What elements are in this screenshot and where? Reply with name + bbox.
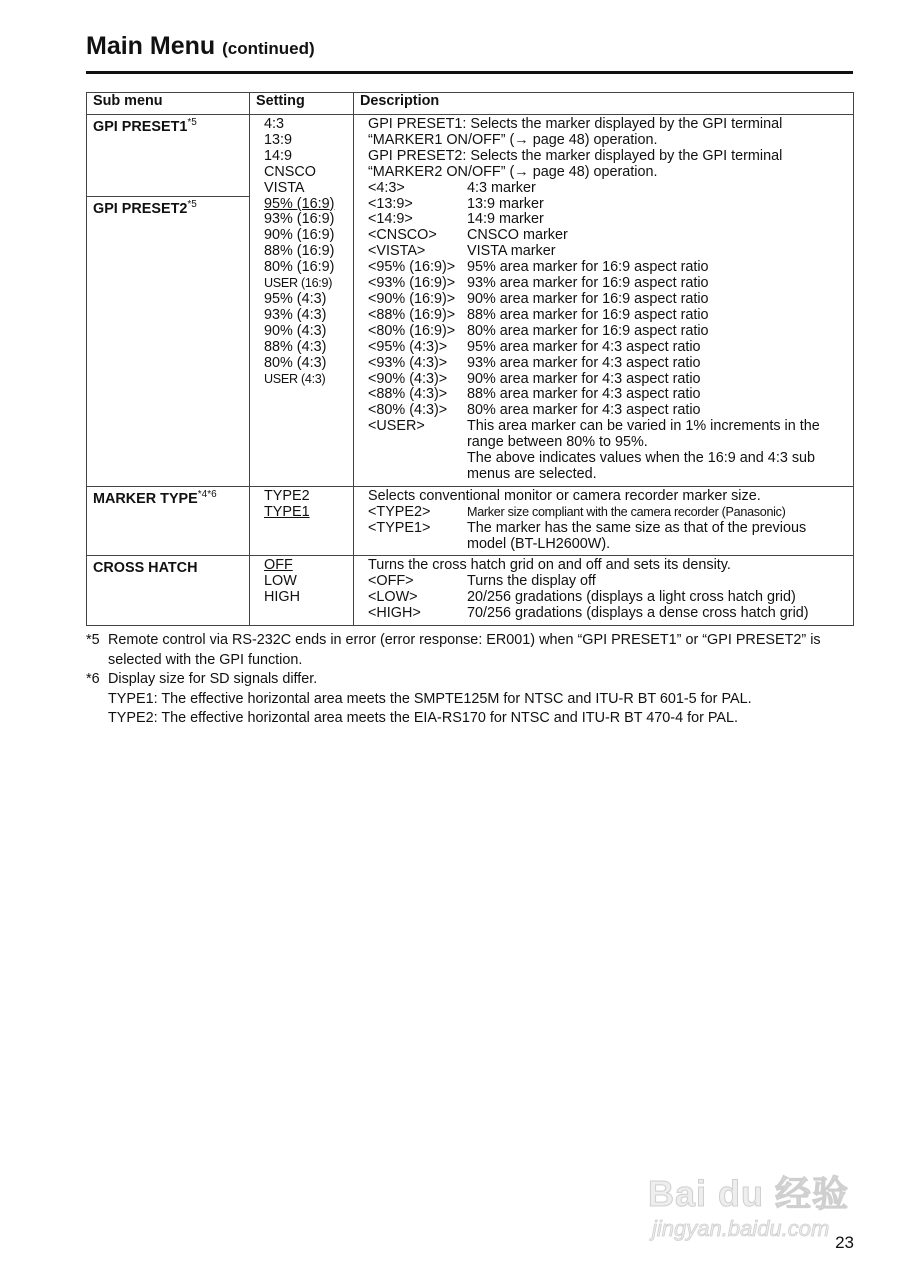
- setting-value: 90% (4:3): [264, 322, 327, 339]
- setting-value: 88% (4:3): [264, 338, 327, 355]
- setting-list-cross: [250, 556, 354, 626]
- option-item: <HIGH> 70/256 gradations (displays a dense cross hatch grid): [368, 605, 809, 622]
- setting-value-default: OFF: [264, 557, 293, 574]
- column-header-submenu: Sub menu: [87, 93, 250, 115]
- description-text: GPI PRESET1: Selects the marker displayed by the GPI terminal: [368, 116, 783, 132]
- submenu-gpi-preset2: GPI PRESET2$^{*5}$: [87, 197, 250, 487]
- description-cross: [354, 556, 854, 626]
- setting-value: VISTA: [264, 179, 305, 196]
- menu-table: [86, 92, 854, 626]
- option-item: <TYPE2> Marker size compliant with the camera recorder (Panasonic): [368, 503, 786, 520]
- setting-value: 14:9: [264, 147, 293, 164]
- submenu-gpi-preset1: GPI PRESET1$^{*5}$: [87, 115, 250, 197]
- description-marker: [354, 486, 854, 556]
- option-item: <OFF> Turns the display off: [368, 573, 596, 590]
- table-row: [87, 115, 854, 197]
- setting-value: 80% (4:3): [264, 354, 327, 371]
- title-main: Main Menu: [86, 32, 216, 60]
- option-item: <LOW> 20/256 gradations (displays a light cross hatch grid): [368, 589, 796, 606]
- footnote-ref: *4*6: [197, 488, 217, 500]
- option-item: <13:9> 13:9 marker: [368, 195, 544, 212]
- description-text: Selects conventional monitor or camera recorder marker size.: [368, 487, 761, 504]
- option-item: <88% (16:9)> 88% area marker for 16:9 aspect ratio: [368, 306, 709, 323]
- setting-value-default: 95% (16:9): [264, 195, 335, 212]
- setting-value: USER (4:3): [264, 371, 326, 386]
- column-header-setting: Setting: [250, 93, 354, 115]
- setting-value: USER (16:9): [264, 276, 333, 291]
- option-item: <4:3> 4:3 marker: [368, 179, 536, 196]
- setting-value: HIGH: [264, 589, 300, 606]
- column-header-description: Description: [354, 93, 854, 115]
- option-item: <80% (4:3)> 80% area marker for 4:3 aspect ratio: [368, 402, 701, 419]
- setting-value: 80% (16:9): [264, 259, 335, 276]
- setting-value: 95% (4:3): [264, 290, 327, 307]
- option-item: <90% (4:3)> 90% area marker for 4:3 aspect ratio: [368, 370, 701, 387]
- watermark-url: jingyan.baidu.com: [652, 1216, 830, 1241]
- footnote-type1: TYPE1: The effective horizontal area meets the SMPTE125M for NTSC and ITU-R BT 601-5 for PAL.: [108, 690, 752, 707]
- table-header-row: [87, 93, 854, 115]
- option-item-user: <USER> This area marker can be varied in 1% increments in the range between 80% to 95%. The above indicates values when the 16:9 and 4:3 sub menus are selected.: [368, 418, 820, 482]
- footnote-6: *6 Display size for SD signals differ.: [86, 671, 318, 688]
- setting-value: TYPE2: [264, 487, 310, 504]
- option-item: <80% (16:9)> 80% area marker for 16:9 aspect ratio: [368, 322, 709, 339]
- table-row: [87, 486, 854, 556]
- user-description-note: The above indicates values when the 16:9 and 4:3 sub menus are selected.: [467, 450, 816, 482]
- footnote-type2: TYPE2: The effective horizontal area meets the EIA-RS170 for NTSC and ITU-R BT 470-4 for PAL.: [108, 710, 739, 727]
- setting-value-default: TYPE1: [264, 503, 310, 520]
- footnote-ref: *5: [187, 117, 197, 128]
- setting-value: LOW: [264, 573, 297, 590]
- title-rule: [86, 71, 853, 74]
- description-text: “MARKER1 ON/OFF” (→ page 48) operation.: [368, 131, 658, 148]
- watermark-logo: Bai du 经验: [648, 1173, 850, 1214]
- table-row: [87, 556, 854, 626]
- setting-value: 90% (16:9): [264, 227, 335, 244]
- description-text: “MARKER2 ON/OFF” (→ page 48) operation.: [368, 163, 658, 180]
- description-gpi: [354, 115, 854, 487]
- option-item: <88% (4:3)> 88% area marker for 4:3 aspect ratio: [368, 386, 701, 403]
- option-item: <14:9> 14:9 marker: [368, 211, 544, 228]
- baidu-watermark: [640, 1158, 852, 1253]
- option-item: <CNSCO> CNSCO marker: [368, 227, 568, 244]
- option-item: <95% (16:9)> 95% area marker for 16:9 aspect ratio: [368, 259, 709, 276]
- option-item: <93% (4:3)> 93% area marker for 4:3 aspect ratio: [368, 354, 701, 371]
- option-item: <TYPE1> The marker has the same size as that of the previous model (BT-LH2600W).: [368, 519, 807, 552]
- description-text: GPI PRESET2: Selects the marker displayed by the GPI terminal: [368, 147, 783, 164]
- submenu-marker-type: MARKER $TYPE^{*4*6}$: [87, 486, 250, 556]
- setting-value: 93% (16:9): [264, 211, 335, 228]
- setting-value: 13:9: [264, 131, 293, 148]
- description-text: Turns the cross hatch grid on and off and sets its density.: [368, 557, 731, 574]
- setting-list-marker: [250, 486, 354, 556]
- page-title: [86, 30, 315, 65]
- setting-value: CNSCO: [264, 163, 316, 180]
- option-item: <95% (4:3)> 95% area marker for 4:3 aspect ratio: [368, 338, 701, 355]
- title-continued: (continued): [222, 39, 315, 58]
- user-description: This area marker can be varied in 1% increments in the range between 80% to 95%.: [467, 418, 820, 451]
- footnotes: [86, 631, 858, 729]
- footnote-ref: *5: [187, 199, 197, 210]
- setting-value: 88% (16:9): [264, 243, 335, 260]
- page-number: 23: [835, 1233, 854, 1252]
- submenu-cross-hatch: CROSS HATCH: [87, 556, 250, 626]
- option-item: <VISTA> VISTA marker: [368, 243, 556, 260]
- option-item: <93% (16:9)> 93% area marker for 16:9 aspect ratio: [368, 275, 709, 292]
- footnote-5: *5 Remote control via RS-232C ends in error (error response: ER001) when “GPI PRESET1” or “GPI PRESET2” is selected with the GPI function.: [86, 632, 821, 668]
- setting-list-gpi: [250, 115, 354, 487]
- setting-value: 93% (4:3): [264, 306, 327, 323]
- option-item: <90% (16:9)> 90% area marker for 16:9 aspect ratio: [368, 290, 709, 307]
- setting-value: 4:3: [264, 116, 285, 132]
